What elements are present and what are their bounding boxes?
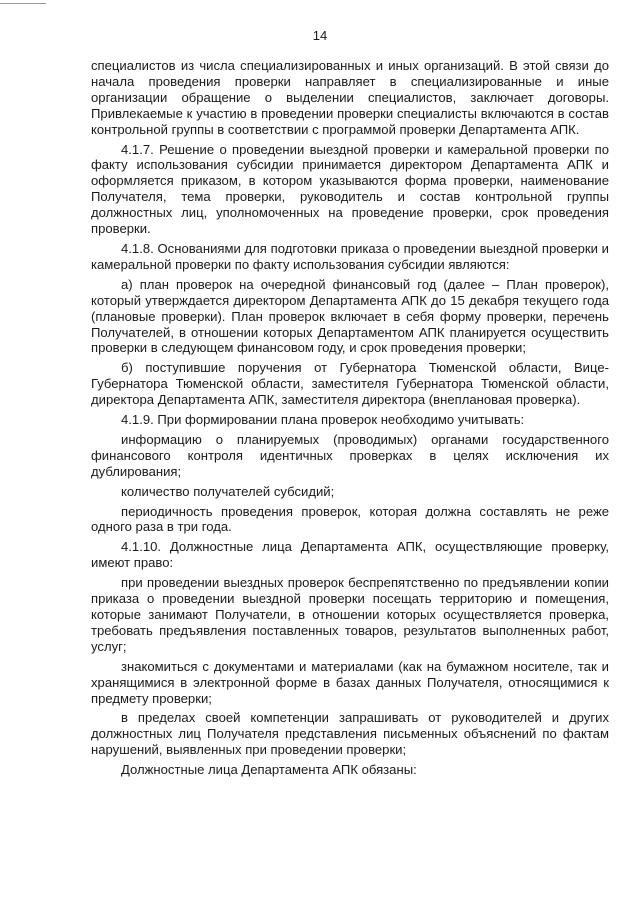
- paragraph-4-1-10: 4.1.10. Должностные лица Департамента АПК, осуществляющие проверку, имеют право:: [91, 539, 609, 571]
- paragraph-4-1-8: 4.1.8. Основаниями для подготовки приказа о проведении выездной проверки и камеральной проверки по факту использования субсидии являются:: [91, 240, 609, 272]
- scan-corner-mark: [0, 0, 46, 4]
- paragraph-item-b: б) поступившие поручения от Губернатора Тюменской области, Вице-Губернатора Тюменской области, заместителя Губернатора Тюменской области, директора Департамента АПК, заместителя директора (внеплановая проверка).: [91, 360, 609, 408]
- paragraph-right-explanations: в пределах своей компетенции запрашивать от руководителей и других должностных лиц Получателя представления письменных объяснений по фактам нарушений, выявленных при проведении проверки;: [91, 710, 609, 758]
- paragraph-audit-info: информацию о планируемых (проводимых) органами государственного финансового контроля идентичных проверках в целях исключения их дублирования;: [91, 431, 609, 479]
- paragraph-continuation: специалистов из числа специализированных и иных организаций. В этой связи до начала проведения проверки направляет в специализированные и иные организации обращение о выделении специалистов, заключает договоры. Привлекаемые к участию в проведении проверки специалисты включаются в состав контрольной группы в соответствии с программой проверки Департамента АПК.: [91, 58, 609, 137]
- document-body: [91, 58, 609, 782]
- paragraph-item-a: а) план проверок на очередной финансовый год (далее – План проверок), который утверждается директором Департамента АПК до 15 декабря текущего года (плановые проверки). План проверок включает в себя форму проверки, перечень Получателей, в отношении которых Департаментом АПК планируется осуществить проверки в следующем финансовом году, и срок проведения проверки;: [91, 276, 609, 356]
- paragraph-duties-heading: Должностные лица Департамента АПК обязаны:: [121, 762, 417, 778]
- page-number: 14: [312, 28, 328, 43]
- paragraph-recipient-count: количество получателей субсидий;: [121, 483, 335, 499]
- paragraph-right-visit: при проведении выездных проверок беспрепятственно по предъявлении копии приказа о проведении выездной проверки посещать территорию и помещения, которые занимают Получатели, в отношении которых осуществляется проверка, требовать предъявления поставленных товаров, результатов выполненных работ, услуг;: [91, 575, 609, 654]
- paragraph-4-1-7: 4.1.7. Решение о проведении выездной проверки и камеральной проверки по факту использования субсидии принимается директором Департамента АПК и оформляется приказом, в котором указываются форма проверки, наименование Получателя, тема проверки, руководитель и состав контрольной группы должностных лиц, уполномоченных на проведение проверки, срок проведения проверки.: [91, 141, 609, 237]
- paragraph-periodicity: периодичность проведения проверок, которая должна составлять не реже одного раза в три года.: [91, 503, 609, 535]
- paragraph-4-1-9: 4.1.9. При формировании плана проверок необходимо учитывать:: [121, 412, 525, 428]
- paragraph-right-documents: знакомиться с документами и материалами (как на бумажном носителе, так и хранящимися в электронной форме в базах данных Получателя, относящимися к предмету проверки;: [91, 658, 609, 706]
